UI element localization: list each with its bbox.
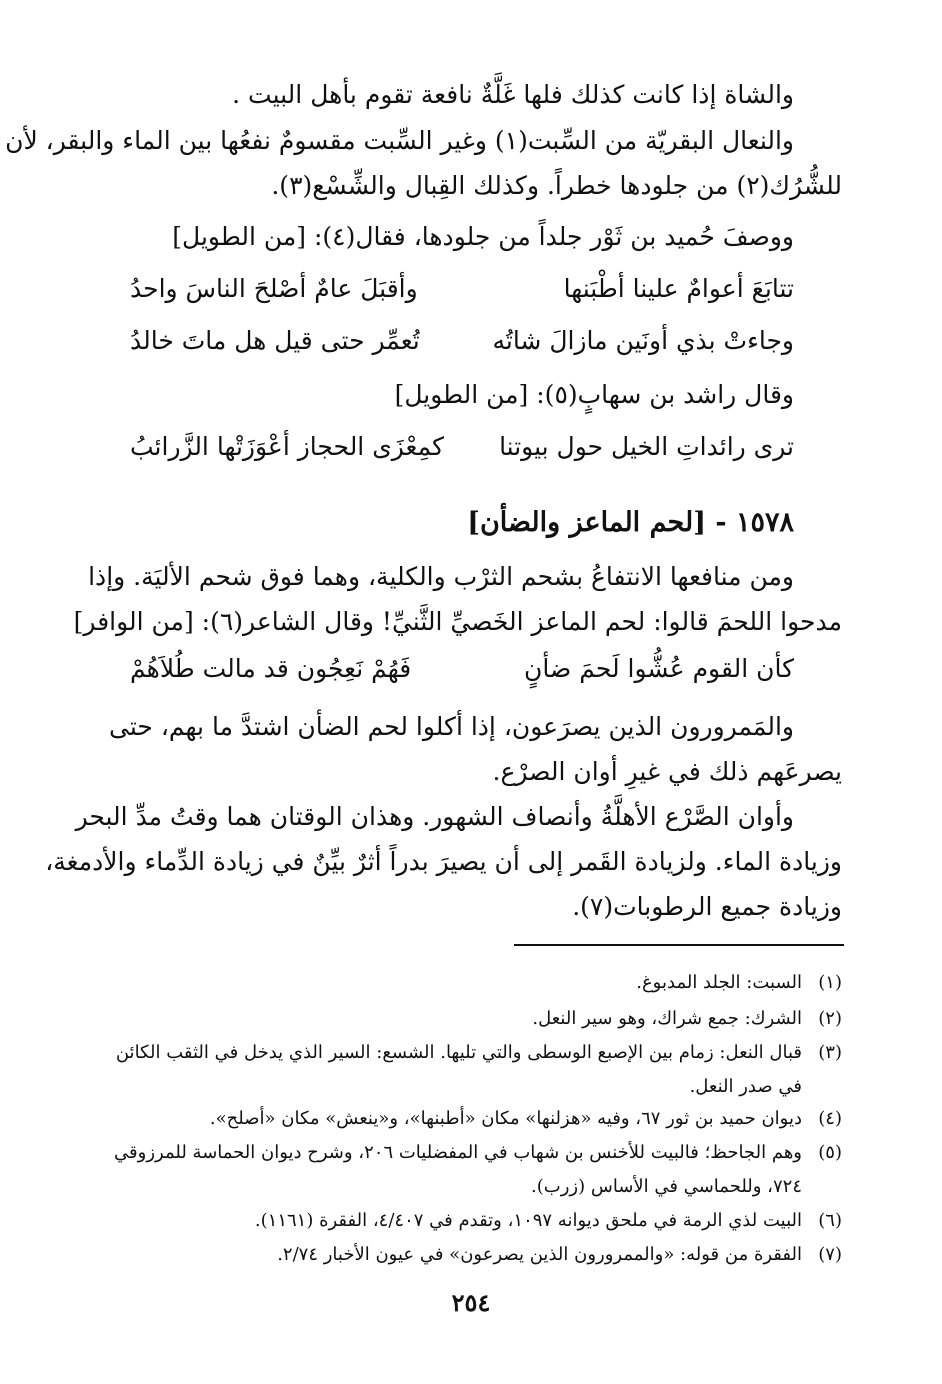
- paragraph-line: وقال راشد بن سهابٍ(٥): [من الطويل]: [394, 380, 794, 409]
- paragraph-line: وزيادة جميع الرطوبات(٧).: [572, 892, 842, 921]
- footnote-text: ديوان حميد بن ثور ٦٧، وفيه «هزلنها» مكان «أطبنها»، و«ينعش» مكان «أصلح».: [209, 1108, 802, 1129]
- footnote-text: السبت: الجلد المدبوغ.: [636, 972, 802, 993]
- footnote-5: [78, 1136, 842, 1204]
- paragraph-line: للشُّرُك(٢) من جلودها خطراً. وكذلك القِبال والشِّسْع(٣).: [271, 171, 842, 200]
- paragraph-line: والنعال البقريّة من السِّبت(١) وغير السِّبت مقسومٌ نفعُها بين الماء والبقر، لأن: [5, 126, 794, 155]
- paragraph-line: ووصفَ حُميد بن ثَوْر جلداً من جلودها، فقال(٤): [من الطويل]: [172, 222, 794, 251]
- paragraph-4: [78, 372, 842, 417]
- footnote-1: [78, 966, 842, 1000]
- footnote-text: قبال النعل: زمام بين الإصبع الوسطى والتي تليها. الشسع: السير الذي يدخل في الثقب الكائن: [115, 1042, 802, 1063]
- footnote-6: [78, 1204, 842, 1238]
- footnote-7: [78, 1238, 842, 1272]
- paragraph-line: والشاة إذا كانت كذلك فلها غَلَّةٌ نافعة تقوم بأهل البيت .: [232, 80, 794, 109]
- footnote-separator: [514, 944, 844, 946]
- verse-second-hemistich: تُعمِّر حتى قيل هل ماتَ خالدُ: [130, 326, 420, 355]
- footnote-number: (٧): [818, 1244, 842, 1265]
- verse-second-hemistich: وأقبَلَ عامٌ أصْلحَ الناسَ واحدُ: [130, 274, 418, 303]
- footnote-continuation: ٧٢٤، وللحماسي في الأساس (زرب).: [531, 1176, 802, 1197]
- page-number: ٢٥٤: [451, 1288, 491, 1317]
- footnote-number: (٤): [818, 1108, 842, 1129]
- footnote-4: [78, 1102, 842, 1136]
- paragraph-2: [5, 118, 842, 208]
- paragraph-6: [78, 704, 842, 794]
- verse-second-hemistich: فَهُمْ نَعِجُون قد مالت طُلاَهُمْ: [130, 654, 412, 683]
- footnote-number: (٥): [818, 1142, 842, 1163]
- verse-4: [130, 646, 794, 692]
- verse-second-hemistich: كمِعْزَى الحجاز أعْوَزَتْها الزَّرائبُ: [130, 432, 444, 461]
- paragraph-1: [78, 72, 842, 117]
- paragraph-line: وزيادة الماء. ولزيادة القَمر إلى أن يصيرَ بدراً أثرٌ بيِّنٌ في زيادة الدِّماء والأدمغة،: [45, 847, 842, 876]
- paragraph-line: مدحوا اللحمَ قالوا: لحم الماعز الخَصيِّ الثَّنيِّ! وقال الشاعر(٦): [من الوافر]: [73, 607, 842, 636]
- footnote-text: الفقرة من قوله: «والممرورون الذين يصرعون» في عيون الأخبار ٢/٧٤.: [277, 1244, 802, 1265]
- footnote-text: البيت لذي الرمة في ملحق ديوانه ١٠٩٧، وتقدم في ٤/٤٠٧، الفقرة (١١٦١).: [254, 1210, 802, 1231]
- footnote-3: [78, 1036, 842, 1104]
- footnote-text: الشرك: جمع شراك، وهو سير النعل.: [532, 1008, 802, 1029]
- paragraph-line: وأوان الصَّرْع الأهلَّةُ وأنصاف الشهور. وهذان الوقتان هما وقتُ مدِّ البحر: [75, 802, 794, 831]
- paragraph-5: [73, 554, 842, 644]
- paragraph-line: والمَمرورون الذين يصرَعون، إذا أكلوا لحم الضأن اشتدَّ ما بهم، حتى: [109, 712, 794, 741]
- paragraph-line: ومن منافعها الانتفاعُ بشحم الثرْب والكلية، وهما فوق شحم الأليَة. وإذا: [88, 562, 794, 591]
- verse-first-hemistich: كأن القوم عُشُّوا لَحمَ ضأنٍ: [524, 654, 794, 683]
- paragraph-3: [78, 214, 842, 259]
- section-heading: ١٥٧٨ - [لحم الماعز والضأن]: [467, 507, 794, 538]
- footnote-continuation: في صدر النعل.: [689, 1076, 802, 1097]
- footnote-number: (٦): [818, 1210, 842, 1231]
- footnote-text: وهم الجاحظ؛ فالبيت للأخنس بن شهاب في المفضليات ٢٠٦، وشرح ديوان الحماسة للمرزوقي: [114, 1142, 802, 1163]
- verse-3: [130, 424, 794, 470]
- paragraph-7: [45, 794, 842, 929]
- footnote-number: (١): [818, 972, 842, 993]
- footnote-2: [78, 1002, 842, 1036]
- verse-first-hemistich: وجاءتْ بذي أونَين مازالَ شاتُه: [492, 326, 794, 355]
- verse-2: [130, 318, 794, 364]
- paragraph-line: يصرعَهم ذلك في غيرِ أوان الصرْع.: [492, 757, 842, 786]
- footnote-number: (٢): [818, 1008, 842, 1029]
- footnote-number: (٣): [818, 1042, 842, 1063]
- verse-first-hemistich: ترى رائداتِ الخيل حول بيوتنا: [499, 432, 794, 461]
- verse-first-hemistich: تتابَعَ أعوامٌ علينا أطْبَنها: [563, 274, 794, 303]
- verse-1: [130, 266, 794, 312]
